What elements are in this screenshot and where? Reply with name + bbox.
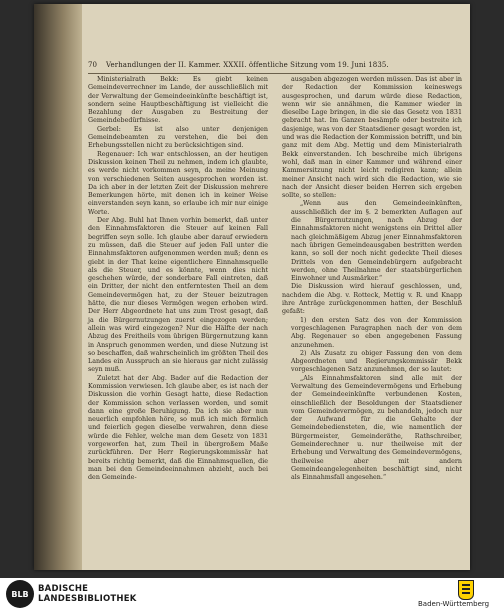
library-name-line2: LANDESBIBLIOTHEK — [38, 594, 137, 604]
paragraph: Ministerialrath Bekk: Es giebt keinen Gemeindeverrechner im Lande, der ausschließlich mit der Verwaltung der Gemeindeeinkünfte beschäftigt ist, sondern seine Hauptbeschäftigung ist vielleicht die Bezahlung der Ausgaben zu Bestreitung der Gemeindebedürfnisse. — [88, 76, 268, 125]
page-number: 70 — [88, 61, 97, 69]
running-header — [88, 61, 460, 74]
paragraph: Gerbel: Es ist also unter denjenigen Gemeindebeamten zu verstehen, die bei den Erhebungsstellen nicht zu berücksichtigen sind. — [88, 125, 268, 150]
baden-wuerttemberg-crest-icon — [458, 580, 474, 600]
library-name-line1: BADISCHE — [38, 584, 89, 594]
library-name[interactable] — [38, 584, 137, 604]
paragraph: Zuletzt hat der Abg. Bader auf die Redaction der Kommission verwiesen. Ich glaube aber, es ist nach der Diskussion die vorhin Gesagt hatte, diese Redaction der Kommission schon verlassen worden, und somit dann eine große Beruhigung. Da ich sie aber nun neuerlich empfohlen höre, so muß ich mich förmlich und feierlich gegen dieselbe verwahren, denn diese würde die Fehler, welche man dem Gesetz von 1831 vorgeworfen hat, zum Theil in übergroßem Maße zurückführen. Der Herr Regierungskommissär hat bereits richtig bemerkt, daß die Einnahmsquellen, die man bei den Gemeindeeinnahmen abzieht, auch bei den Gemeinde- — [88, 374, 268, 482]
right-text-column — [282, 76, 462, 483]
paragraph: ausgaben abgezogen werden müssen. Das ist aber in der Redaction der Kommission keineswegs ausgesprochen, und darum würde diese Redaction, wenn wir sie annähmen, die Kammer wieder in dieselbe Lage bringen, in die sie das Gesetz von 1831 gebracht hat. Im Ganzen besämpfe oder bestreite ich dasjenige, was von der Staatsdiener gesagt worden ist, und was die Redaction der Kommission betrifft, und bin ganz mit dem Abg. Mettig und dem Ministerialrath Bekk einverstanden. Ich beschreibe mich übrigens wohl, daß man in einer Kammer und während einer Kammersitzung nicht leicht redigiren kann; allein meiner Ansicht nach wird sich die Redaction, wie sie nach der Ansicht dieser beiden Herren sich ergeben sollte, so stellen: — [282, 76, 462, 200]
quoted-amendment: „Als Einnahmsfaktoren sind alle mit der Verwaltung des Gemeindevermögens und Erhebung der Gemeindeeinkünfte verbundenen Kosten, einschließlich der Besoldungen der Staatsdiener vom Gemeindevermögen, zu behandeln, jedoch nur der Aufwand für die Gehalte der Gemeindebediensteten, die, wie namentlich der Bürgermeister, Gemeinderäthe, Rathschreiber, Gemeinderechner u. nur theilweise mit der Erhebung und Verwaltung des Gemeindevermögens, theilweise aber mit andern Gemeindeangelegenheiten beschäftigt sind, nicht als Einnahmsfall angesehen.“ — [291, 374, 462, 482]
paragraph: Der Abg. Buhl hat Ihnen vorhin bemerkt, daß unter den Einnahmsfaktoren die Steuer auf keinen Fall begriffen seyn solle. Ich glaube aber darauf erwiedern zu müssen, daß die Steuer auf jeden Fall unter die Einnahmsfaktoren aufgenommen werden muß; denn es giebt in der That keine eigentlichere Einnahmsquelle als die Steuer, und es könnte, wenn dies nicht geschehen würde, der sonderbare Fall eintreten, daß ein Dritter, der nicht den entferntesten Theil an dem Gemeindevermögen hat, zu der Steuer beizutragen hätte, die nur dieses Vermögen wegen erhoben wird. Der Herr Abgeordnete hat uns zum Trost gesagt, daß ja die Bürgernutzungen zuerst eingezogen werden; allein was wird eingezogen? Nur die Hälfte der nach Abzug des Freitheils vom übrigen Bürgernutzung kann in Anspruch genommen werden, und diese Nutzung ist so beschaffen, daß wahrscheinlich im größten Theil des Landes ein Ausspruch an sie hieraus gar nicht zulässig seyn muß. — [88, 217, 268, 374]
running-title: Verhandlungen der II. Kammer. XXXII. öffentliche Sitzung vom 19. Juni 1835. — [106, 61, 389, 69]
paragraph: Die Diskussion wird hierauf geschlossen, und, nachdem die Abg. v. Rotteck, Mettig v. R. und Knapp ihre Anträge zurückgenommen hatten, der Beschluß gefaßt: — [282, 283, 462, 316]
paragraph: Regenauer: Ich war entschlossen, an der heutigen Diskussion keinen Theil zu nehmen, indem ich glaubte, es werde nicht vorkommen seyn, da meine Meinung von verschiedenen Seiten ausgesprochen worden ist. Da ich aber in der letzten Zeit der Diskussion mehrere Bemerkungen hörte, mit denen ich in keiner Weise einverstanden seyn kann, so erlaube ich mir nur einige Worte. — [88, 150, 268, 216]
resolution-item-1: 1) den ersten Satz des von der Kommission vorgeschlagenen Paragraphen nach der von dem Abg. Regenauer so eben angegebenen Fassung anzunehmen. — [291, 316, 462, 349]
left-text-column — [88, 76, 268, 483]
blb-logo-icon[interactable]: BLB — [6, 580, 34, 608]
quoted-proposal: „Wenn aus den Gemeindeeinkünften, ausschließlich der im §. 2 bemerkten Auflagen auf die Bürgernutzungen, nach Abzug der Einnahmsfaktoren nicht wenigstens ein Drittel aller nach gleichmäßigem Abzug jener Einnahmsfaktoren nach übrigen Gemeindeausgaben bestritten werden kann, so soll der noch nicht gedeckte Theil dieses Drittels von den Gemeindebürgern aufgebracht werden, ohne Theilnahme der staatsbürgerlichen Einwohner und Ausmärker.“ — [291, 200, 462, 283]
book-spine-edge — [34, 4, 82, 570]
state-logo-text[interactable]: Baden-Württemberg — [418, 600, 490, 608]
resolution-item-2: 2) Als Zusatz zu obiger Fassung den von dem Abgeordneten und Regierungskommissär Bekk vorgeschlagenen Satz anzunehmen, der so lautet: — [291, 349, 462, 374]
